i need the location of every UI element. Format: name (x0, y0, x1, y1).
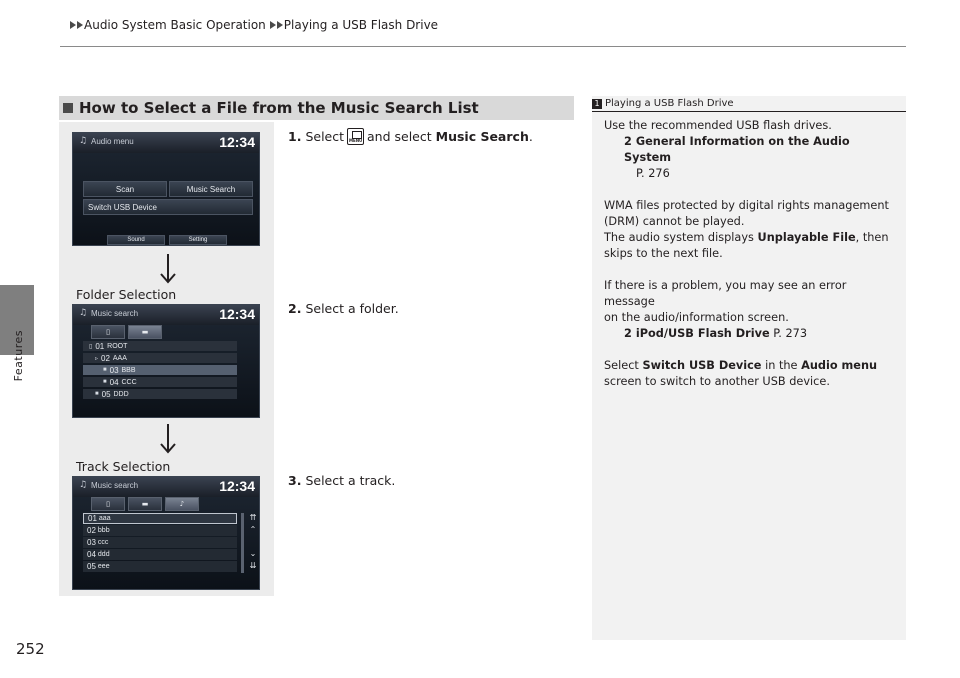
screen-title: Music search (91, 309, 139, 318)
side-note-header: 1 Playing a USB Flash Drive (592, 96, 906, 112)
folder-icon: ■ (103, 367, 107, 373)
music-note-icon: ♫ (79, 308, 88, 318)
breadcrumb-arrow-icon (277, 21, 283, 29)
folder-tab[interactable]: ▬ (128, 325, 162, 339)
down-arrow-icon (160, 254, 176, 284)
reference-arrow-icon: 2 (624, 327, 632, 340)
chapter-label: Features (12, 330, 25, 382)
audio-menu-screen (72, 132, 260, 246)
breadcrumb-item[interactable]: Audio System Basic Operation (84, 18, 266, 32)
track-row[interactable]: 03 ccc (83, 537, 237, 548)
step-3: 3. Select a track. (288, 473, 396, 488)
side-note-panel (592, 96, 906, 640)
folder-selection-screen (72, 304, 260, 418)
scan-button[interactable]: Scan (83, 181, 167, 197)
folder-icon: ▹ (95, 355, 99, 362)
breadcrumb-arrow-icon (70, 21, 76, 29)
folder-icon: ▯ (89, 343, 93, 350)
folder-selection-caption: Folder Selection (76, 287, 177, 302)
section-title: How to Select a File from the Music Search List (79, 99, 479, 117)
screen-tab-bar (91, 325, 165, 339)
scroll-down-icon[interactable]: ⌄ (249, 549, 257, 558)
clock: 12:34 (219, 478, 255, 494)
screen-tab-bar (91, 497, 202, 511)
folder-row[interactable]: ■ 04 CCC (83, 377, 237, 387)
folder-row[interactable]: ▯ 01 ROOT (83, 341, 237, 351)
menu-button-icon (347, 128, 364, 145)
breadcrumb-item[interactable]: Playing a USB Flash Drive (283, 18, 439, 32)
scrollbar[interactable] (241, 513, 244, 573)
folder-icon: ■ (103, 379, 107, 385)
track-row[interactable]: 04 ddd (83, 549, 237, 560)
folder-icon: ■ (95, 391, 99, 397)
scroll-up-icon[interactable]: ⌃ (249, 525, 257, 534)
down-arrow-icon (160, 424, 176, 454)
screen-title: Music search (91, 481, 139, 490)
sound-button[interactable]: Sound (107, 235, 165, 245)
folder-row[interactable]: ■ 05 DDD (83, 389, 237, 399)
setting-button[interactable]: Setting (169, 235, 227, 245)
step-1: 1. SelectMENU and select Music Search. (288, 128, 533, 145)
reference-arrow-icon: 2 (624, 135, 632, 148)
scroll-top-icon[interactable]: ⇈ (249, 513, 257, 522)
track-row[interactable]: 02 bbb (83, 525, 237, 536)
breadcrumb-arrow-icon (270, 21, 276, 29)
clock: 12:34 (219, 306, 255, 322)
track-row[interactable]: 05 eee (83, 561, 237, 572)
square-bullet-icon (63, 103, 73, 113)
down-arrow-icon (160, 424, 176, 454)
folder-tab[interactable]: ▬ (128, 497, 162, 511)
track-selection-screen (72, 476, 260, 590)
music-note-icon: ♫ (79, 136, 88, 146)
folder-row[interactable]: ■ 03 BBB (83, 365, 237, 375)
breadcrumb-arrow-icon (77, 21, 83, 29)
cross-reference[interactable]: 2 iPod/USB Flash Drive P. 273 (624, 327, 808, 340)
track-row[interactable]: 01 aaa (83, 513, 237, 524)
header-divider (60, 46, 906, 47)
section-heading (59, 96, 574, 120)
music-search-button[interactable]: Music Search (169, 181, 253, 197)
cross-reference[interactable]: 2 General Information on the Audio System (624, 135, 850, 164)
breadcrumb (70, 18, 438, 32)
track-selection-caption: Track Selection (76, 459, 171, 474)
page-number: 252 (16, 640, 45, 658)
note-marker-icon: 1 (592, 99, 602, 109)
device-tab[interactable]: ▯ (91, 497, 125, 511)
side-note-body: Use the recommended USB flash drives. 2 General Information on the Audio System P. 276 WMA files protected by digital rights management (DRM) cannot be played. The audio system displays Unplayable File, then skips to the next file. If there is a problem, you may see an error message on the audio/information screen. 2 iPod/USB Flash Drive P. 273 Select Switch USB Device in the Audio menu screen to switch to another USB device. (604, 118, 900, 390)
scroll-bottom-icon[interactable]: ⇊ (249, 561, 257, 570)
device-tab[interactable]: ▯ (91, 325, 125, 339)
music-note-icon: ♫ (79, 480, 88, 490)
screen-title: Audio menu (91, 137, 134, 146)
track-tab[interactable]: ♪ (165, 497, 199, 511)
step-2: 2. Select a folder. (288, 301, 399, 316)
down-arrow-icon (160, 254, 176, 284)
clock: 12:34 (219, 134, 255, 150)
switch-usb-device-button[interactable]: Switch USB Device (83, 199, 253, 215)
folder-row[interactable]: ▹ 02 AAA (83, 353, 237, 363)
